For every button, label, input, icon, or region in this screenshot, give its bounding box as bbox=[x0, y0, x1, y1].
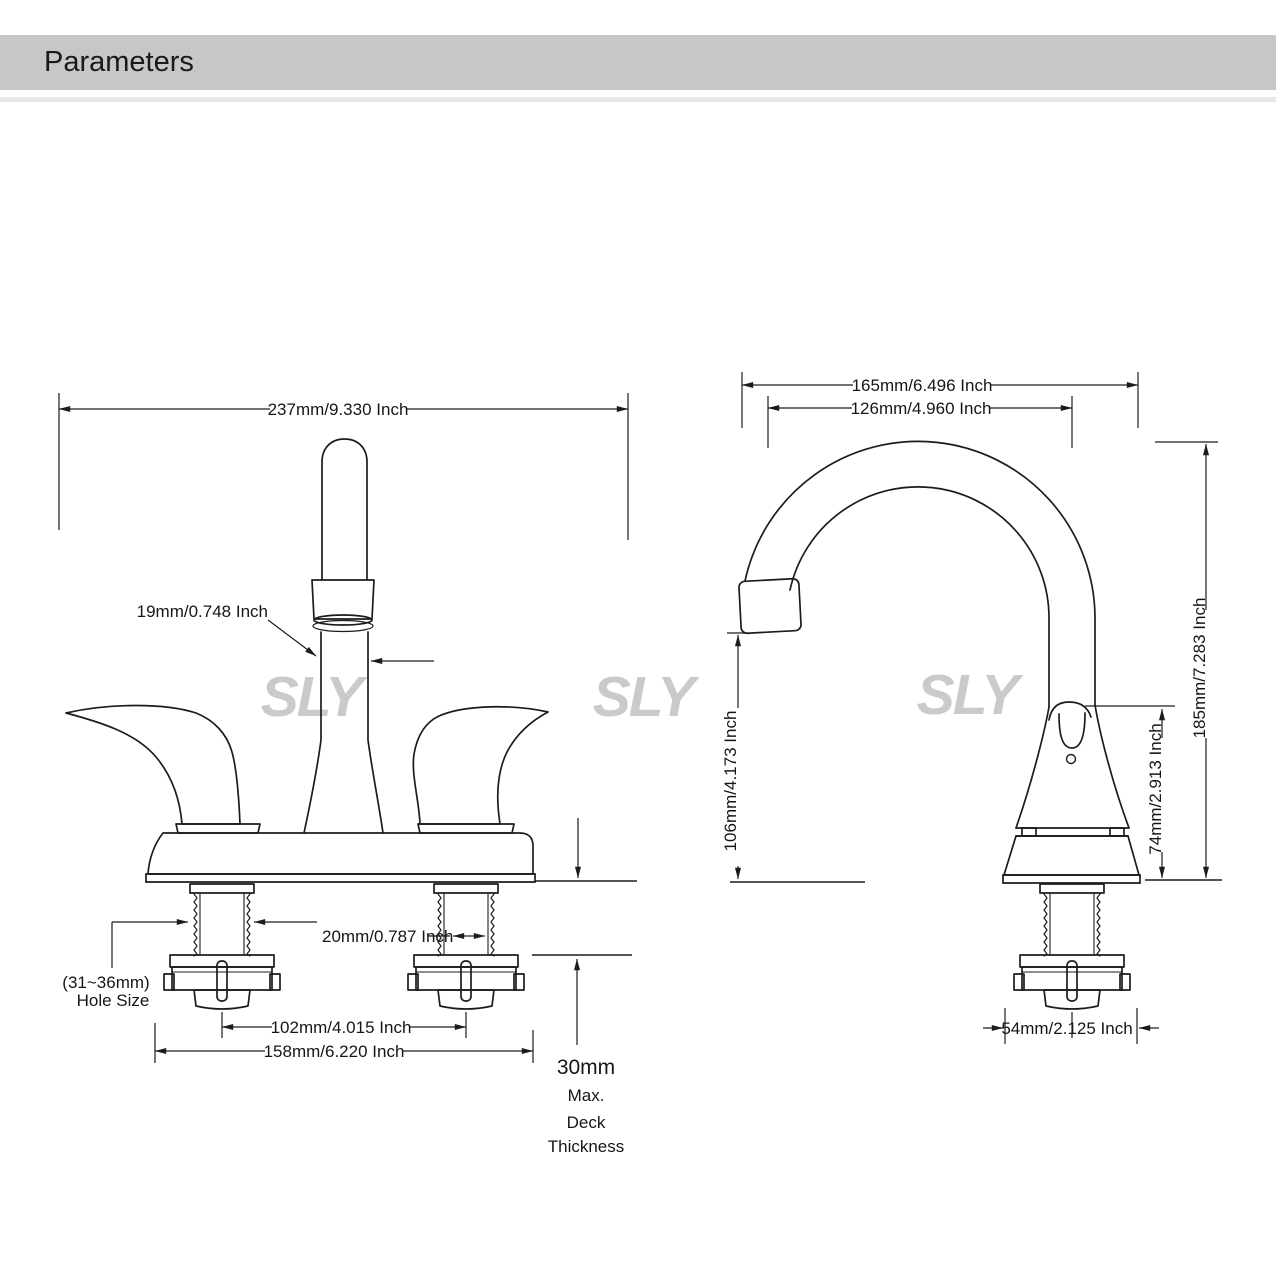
side-base bbox=[1004, 836, 1139, 875]
front-right-handle bbox=[413, 707, 548, 824]
label-spout-reach: 126mm/4.960 Inch bbox=[850, 399, 992, 418]
label-hole-size-2: Hole Size bbox=[76, 991, 150, 1010]
side-aerator bbox=[739, 578, 802, 633]
label-overall-height: 185mm/7.283 Inch bbox=[1190, 597, 1209, 739]
label-hole-spacing: 102mm/4.015 Inch bbox=[270, 1018, 412, 1037]
label-spout-height: 106mm/4.173 Inch bbox=[721, 710, 740, 852]
label-base-width: 158mm/6.220 Inch bbox=[263, 1042, 405, 1061]
label-overall-reach: 165mm/6.496 Inch bbox=[851, 376, 993, 395]
label-handle-height: 74mm/2.913 Inch bbox=[1146, 723, 1165, 855]
front-right-shank bbox=[408, 884, 524, 1038]
front-body-right bbox=[368, 632, 383, 833]
label-deck-thickness-word: Thickness bbox=[547, 1137, 625, 1156]
front-body-left bbox=[304, 632, 321, 833]
label-deck-thickness-deck: Deck bbox=[566, 1113, 606, 1132]
side-view-drawing bbox=[739, 441, 1140, 1038]
label-deck-thickness-value: 30mm bbox=[556, 1056, 616, 1079]
label-base-diameter: 54mm/2.125 Inch bbox=[1001, 1019, 1133, 1038]
front-collar-rim2 bbox=[313, 621, 373, 632]
label-hole-size-1: (31~36mm) bbox=[62, 973, 150, 992]
page-title: Parameters bbox=[44, 46, 194, 78]
label-overall-width: 237mm/9.330 Inch bbox=[267, 400, 409, 419]
label-shank-diameter: 20mm/0.787 Inch bbox=[322, 927, 454, 946]
side-shank bbox=[1014, 884, 1130, 1038]
dimension-text-backgrounds bbox=[265, 374, 1215, 1061]
front-left-handle bbox=[66, 706, 240, 825]
dim-leader-spout-diameter bbox=[268, 620, 316, 656]
front-spout-collar bbox=[312, 580, 374, 619]
side-body-left bbox=[1016, 707, 1049, 828]
label-spout-diameter: 19mm/0.748 Inch bbox=[136, 602, 268, 621]
front-base bbox=[148, 833, 533, 874]
watermark-logo: SLY bbox=[260, 665, 362, 729]
side-handle-dot bbox=[1067, 755, 1076, 764]
front-view-drawing bbox=[66, 439, 548, 1038]
watermarks bbox=[261, 663, 1025, 729]
front-left-shank bbox=[164, 884, 280, 1038]
watermark-logo: SLY bbox=[916, 663, 1018, 727]
front-left-escutcheon bbox=[176, 824, 260, 833]
watermark-logo: SLY bbox=[592, 665, 694, 729]
label-deck-thickness-max: Max. bbox=[567, 1086, 605, 1105]
front-right-escutcheon bbox=[418, 824, 514, 833]
front-spout-tube bbox=[322, 439, 367, 580]
side-handle-notch bbox=[1059, 713, 1085, 748]
side-body-right bbox=[1095, 705, 1129, 828]
